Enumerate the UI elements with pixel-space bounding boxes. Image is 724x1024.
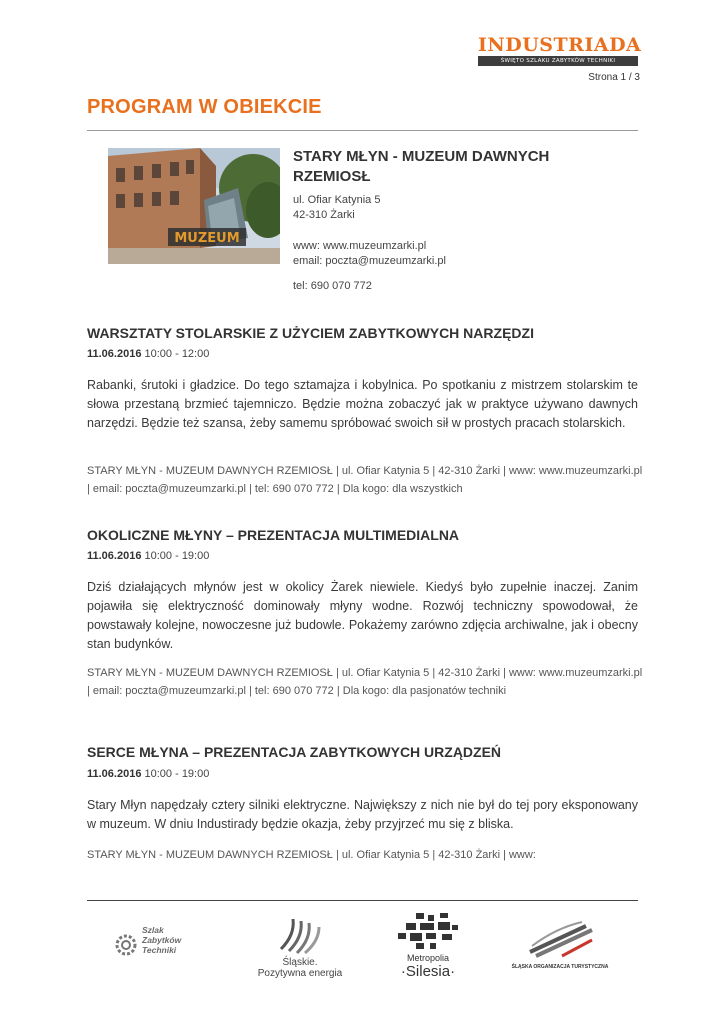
page-title: PROGRAM W OBIEKCIE (87, 96, 322, 118)
szlak-line-2: Zabytków (142, 935, 182, 945)
sot-swoosh-icon (526, 920, 596, 958)
venue-phone: tel: 690 070 772 (293, 280, 372, 292)
venue-email[interactable]: email: poczta@muzeumzarki.pl (293, 255, 446, 267)
metropolia-label: Metropolia (406, 953, 450, 963)
venue-www[interactable]: www: www.muzeumzarki.pl (293, 240, 427, 252)
footer-divider (87, 900, 638, 901)
gear-icon (112, 931, 140, 959)
event-info: STARY MŁYN - MUZEUM DAWNYCH RZEMIOSŁ | ul. Ofiar Katynia 5 | 42-310 Żarki | www: www.muzeumzarki.pl | email: poczta@muzeumzarki.pl | tel: 690 070 772 | Dla kogo: dla pasjonatów techniki (87, 667, 643, 697)
industriada-logo: INDUSTRIADA (478, 34, 642, 56)
event-time: 10:00 - 12:00 (144, 348, 210, 360)
sot-name: ŚLĄSKA ORGANIZACJA TURYSTYCZNA (511, 964, 609, 970)
event-description: Dziś działających młynów jest w okolicy Żarek niewiele. Kiedyś było zupełnie inaczej. Zanim pojawiła się elektryczność dominowały młyny wodne. Rozwój techniczny spowodował, że powstawały kolejne, nowoczesne już budowle. Pokażemy zarówno zdjęcia archiwalne, jak i obecny stan budynków. (87, 580, 638, 651)
event-info: STARY MŁYN - MUZEUM DAWNYCH RZEMIOSŁ | ul. Ofiar Katynia 5 | 42-310 Żarki | www: www.muzeumzarki.pl | email: poczta@muzeumzarki.pl | tel: 690 070 772 | Dla kogo: dla wszystkich (87, 465, 643, 495)
page-number: Strona 1 / 3 (588, 72, 640, 83)
museum-building-illustration (108, 148, 280, 264)
event-description: Stary Młyn napędzały cztery silniki elektryczne. Największy z nich nie był do tej pory eksponowany w muzeum. W dniu Industirady będzie okazja, żeby przyjrzeć mu się z bliska. (87, 798, 638, 831)
event-datetime (87, 550, 209, 562)
title-divider (87, 130, 638, 131)
event-title: WARSZTATY STOLARSKIE Z UŻYCIEM ZABYTKOWYCH NARZĘDZI (87, 325, 534, 341)
silesia-label: ·Silesia· (400, 963, 456, 980)
venue-name: STARY MŁYN - MUZEUM DAWNYCH RZEMIOSŁ (293, 148, 550, 185)
event-date: 11.06.2016 (87, 550, 142, 562)
slaskie-logo (255, 915, 345, 985)
event-datetime (87, 348, 209, 360)
slaska-organizacja-turystyczna-logo (510, 920, 610, 976)
venue-city: 42-310 Żarki (293, 209, 355, 221)
industriada-logo-tagline: ŚWIĘTO SZLAKU ZABYTKÓW TECHNIKI (478, 56, 638, 66)
slaskie-slogan: Pozytywna energia (257, 968, 343, 979)
szlak-line-3: Techniki (142, 945, 177, 955)
slaskie-waves-icon (275, 915, 325, 955)
event-description: Rabanki, śrutoki i gładzice. Do tego sztamajza i kobylnica. Po spotkaniu z mistrzem stolarskim te słowa przestaną brzmieć tajemniczo. Będzie można zobaczyć jak w praktyce używano dawnych narzędzi. Będzie też szansa, żeby samemu spróbować swoich sił w prostych pracach stolarskich. (87, 378, 638, 430)
slaskie-name: Śląskie. (282, 957, 318, 968)
event-title: SERCE MŁYNA – PREZENTACJA ZABYTKOWYCH URZĄDZEŃ (87, 744, 502, 760)
event-time: 10:00 - 19:00 (144, 550, 210, 562)
venue-photo (108, 148, 280, 264)
event-date: 11.06.2016 (87, 768, 142, 780)
metropolia-pixel-icon (396, 913, 460, 951)
metropolia-silesia-logo (388, 913, 468, 989)
event-title: OKOLICZNE MŁYNY – PREZENTACJA MULTIMEDIALNA (87, 527, 460, 543)
event-datetime (87, 768, 209, 780)
szlak-zabytkow-techniki-logo (112, 925, 202, 973)
event-info: STARY MŁYN - MUZEUM DAWNYCH RZEMIOSŁ | ul. Ofiar Katynia 5 | 42-310 Żarki | www: (87, 849, 536, 861)
museum-sign-text: MUZEUM (174, 231, 240, 246)
szlak-line-1: Szlak (142, 925, 164, 935)
venue-street: ul. Ofiar Katynia 5 (293, 194, 381, 206)
event-date: 11.06.2016 (87, 348, 142, 360)
event-time: 10:00 - 19:00 (144, 768, 210, 780)
